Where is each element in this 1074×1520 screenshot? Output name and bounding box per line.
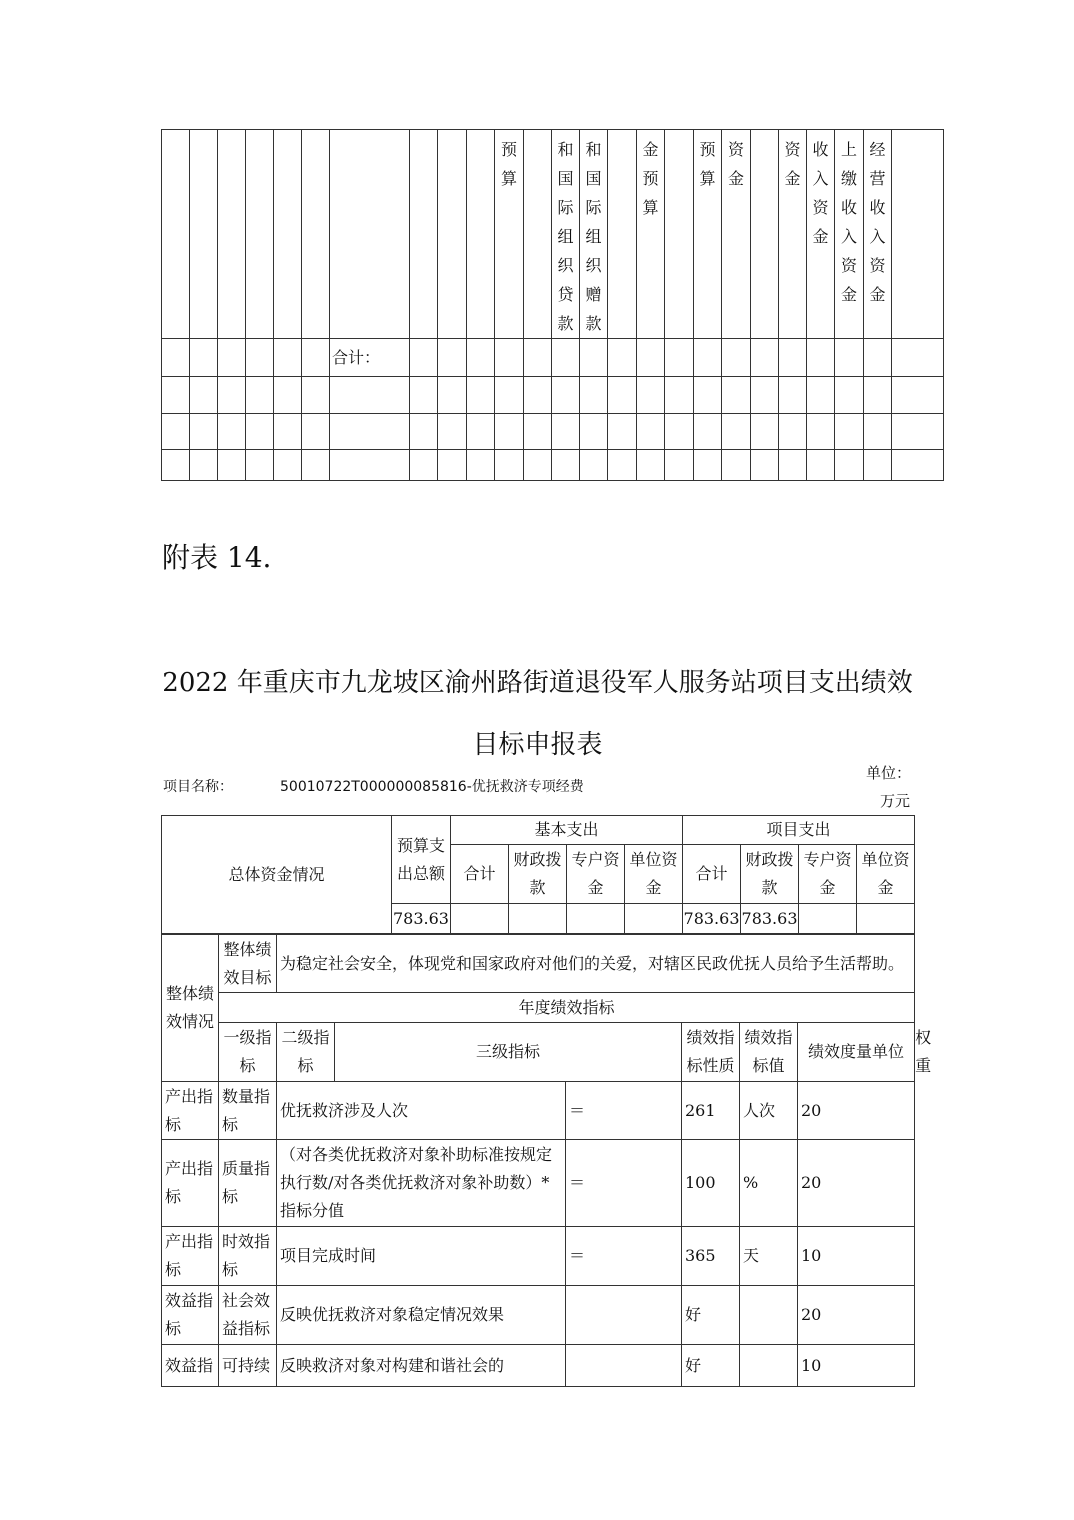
unit-label: 单位： — [866, 764, 912, 782]
level2-indicator: 数量指标 — [219, 1082, 277, 1140]
level2-indicator: 可持续 — [219, 1345, 277, 1387]
project-unit-value — [857, 904, 915, 934]
empty-row — [162, 414, 944, 450]
project-unit-header: 单位资金 — [857, 845, 915, 904]
indicator-weight: 20 — [798, 1286, 915, 1345]
header-cell — [580, 130, 608, 339]
header-cell — [330, 130, 410, 339]
header-text: 上缴收入资金 — [840, 140, 857, 304]
header-cell — [751, 130, 779, 339]
header-cell — [190, 130, 218, 339]
header-text: 资金 — [727, 140, 744, 188]
header-cell — [779, 130, 807, 339]
overall-funding-label: 总体资金情况 — [162, 816, 392, 934]
basic-expenditure-header: 基本支出 — [451, 816, 683, 845]
continuation-table — [161, 129, 944, 481]
header-text: 金预算 — [642, 140, 659, 217]
header-cell — [864, 130, 892, 339]
header-cell — [495, 130, 524, 339]
indicator-value: 好 — [682, 1345, 740, 1387]
indicator-nature — [566, 1345, 682, 1387]
indicator-row — [162, 1082, 915, 1140]
indicator-row — [162, 1227, 915, 1286]
header-row — [162, 130, 944, 339]
indicator-weight: 20 — [798, 1140, 915, 1227]
indicator-value: 365 — [682, 1227, 740, 1286]
header-cell — [274, 130, 302, 339]
basic-fiscal-header: 财政拨款 — [509, 845, 567, 904]
basic-total-header: 合计 — [451, 845, 509, 904]
page-title: 2022 年重庆市九龙坡区渝州路街道退役军人服务站项目支出绩效目标申报表 — [162, 668, 913, 760]
basic-total-value — [451, 904, 509, 934]
indicator-weight: 20 — [798, 1082, 915, 1140]
nature-header: 绩效指标性质 — [682, 1023, 740, 1082]
basic-fiscal-value — [509, 904, 567, 934]
unit-header: 绩效度量单位 — [798, 1023, 915, 1082]
level3-indicator: 反映救济对象对构建和谐社会的 — [277, 1345, 566, 1387]
indicator-nature: ＝ — [566, 1082, 682, 1140]
level2-indicator: 时效指标 — [219, 1227, 277, 1286]
header-cell — [410, 130, 438, 339]
header-cell — [302, 130, 330, 339]
level1-indicator: 产出指标 — [162, 1082, 219, 1140]
project-name-label: 项目名称： — [163, 779, 233, 795]
indicator-weight: 10 — [798, 1345, 915, 1387]
empty-row — [162, 450, 944, 481]
header-cell — [892, 130, 944, 339]
indicator-nature: ＝ — [566, 1227, 682, 1286]
sum-label: 合计： — [330, 339, 410, 377]
performance-table — [161, 934, 932, 1387]
indicator-header-row: 一级指标 二级指标 三级指标 绩效指标性质 绩效指标值 绩效度量单位 权重 — [162, 1023, 915, 1082]
indicator-unit — [740, 1345, 798, 1387]
budget-total-value: 783.63 — [392, 904, 451, 934]
indicator-unit: % — [740, 1140, 798, 1227]
header-text: 收入资金 — [812, 140, 829, 246]
level2-header: 二级指标 — [277, 1023, 335, 1082]
basic-special-value — [567, 904, 625, 934]
level1-indicator: 产出指标 — [162, 1140, 219, 1227]
project-expenditure-header: 项目支出 — [683, 816, 915, 845]
indicator-unit: 人次 — [740, 1082, 798, 1140]
project-fiscal-header: 财政拨款 — [741, 845, 799, 904]
indicator-unit — [740, 1286, 798, 1345]
indicator-value: 好 — [682, 1286, 740, 1345]
overall-performance-label — [162, 935, 219, 1082]
indicator-value: 100 — [682, 1140, 740, 1227]
level1-indicator: 效益指 — [162, 1345, 219, 1387]
overall-goal-label — [219, 935, 277, 993]
level1-header: 一级指标 — [219, 1023, 277, 1082]
header-text: 资金 — [784, 140, 801, 188]
level3-indicator: 反映优抚救济对象稳定情况效果 — [277, 1286, 566, 1345]
project-name-value: 50010722T000000085816-优抚救济专项经费 — [280, 779, 584, 795]
indicator-nature: ＝ — [566, 1140, 682, 1227]
header-text: 预算 — [500, 140, 517, 188]
header-cell — [637, 130, 665, 339]
header-cell — [722, 130, 751, 339]
header-cell — [162, 130, 190, 339]
header-cell — [807, 130, 835, 339]
header-text: 和国际组织贷款 — [557, 140, 574, 333]
header-cell — [665, 130, 694, 339]
header-cell — [246, 130, 274, 339]
level2-indicator: 社会效益指标 — [219, 1286, 277, 1345]
indicator-row — [162, 1140, 915, 1227]
header-cell — [438, 130, 467, 339]
indicator-nature — [566, 1286, 682, 1345]
indicator-weight: 10 — [798, 1227, 915, 1286]
basic-unit-value — [625, 904, 683, 934]
indicator-unit: 天 — [740, 1227, 798, 1286]
header-cell — [218, 130, 246, 339]
header-text: 和国际组织赠款 — [585, 140, 602, 333]
budget-header-row — [162, 816, 915, 845]
level1-indicator: 产出指标 — [162, 1227, 219, 1286]
project-total-header: 合计 — [683, 845, 741, 904]
header-text: 经营收入资金 — [869, 140, 886, 304]
header-cell — [467, 130, 495, 339]
level1-indicator: 效益指标 — [162, 1286, 219, 1345]
basic-special-header: 专户资金 — [567, 845, 625, 904]
annual-row — [162, 993, 915, 1023]
header-cell — [524, 130, 552, 339]
overall-goal-value: 为稳定社会安全，体现党和国家政府对他们的关爱，对辖区民政优抚人员给予生活帮助。 — [277, 935, 915, 993]
project-special-header: 专户资金 — [799, 845, 857, 904]
header-cell — [694, 130, 722, 339]
header-text: 预算 — [699, 140, 716, 188]
unit-value: 万元 — [880, 792, 911, 810]
level3-indicator: 优抚救济涉及人次 — [277, 1082, 566, 1140]
level3-indicator: 项目完成时间 — [277, 1227, 566, 1286]
value-header: 绩效指标值 — [740, 1023, 798, 1082]
indicator-row — [162, 1345, 915, 1387]
indicator-row — [162, 1286, 915, 1345]
budget-table — [161, 815, 915, 934]
project-total-value: 783.63 — [683, 904, 741, 934]
level3-indicator: （对各类优抚救济对象补助标准按规定执行数/对各类优抚救济对象补助数）*指标分值 — [277, 1140, 566, 1227]
annual-indicator-label: 年度绩效指标 — [219, 993, 915, 1023]
sum-row — [162, 339, 944, 377]
header-cell — [608, 130, 637, 339]
budget-total-header: 预算支出总额 — [392, 816, 451, 904]
indicator-value: 261 — [682, 1082, 740, 1140]
basic-unit-header: 单位资金 — [625, 845, 683, 904]
project-fiscal-value: 783.63 — [741, 904, 799, 934]
level3-header: 三级指标 — [335, 1023, 682, 1082]
overall-goal-text: 整体绩效目标 — [223, 939, 272, 987]
header-cell — [835, 130, 864, 339]
project-special-value — [799, 904, 857, 934]
goal-row — [162, 935, 915, 993]
level2-indicator: 质量指标 — [219, 1140, 277, 1227]
appendix-title: 附表 14. — [162, 541, 272, 574]
overall-performance-text: 整体绩效情况 — [166, 984, 215, 1031]
empty-row — [162, 377, 944, 414]
header-cell — [552, 130, 580, 339]
